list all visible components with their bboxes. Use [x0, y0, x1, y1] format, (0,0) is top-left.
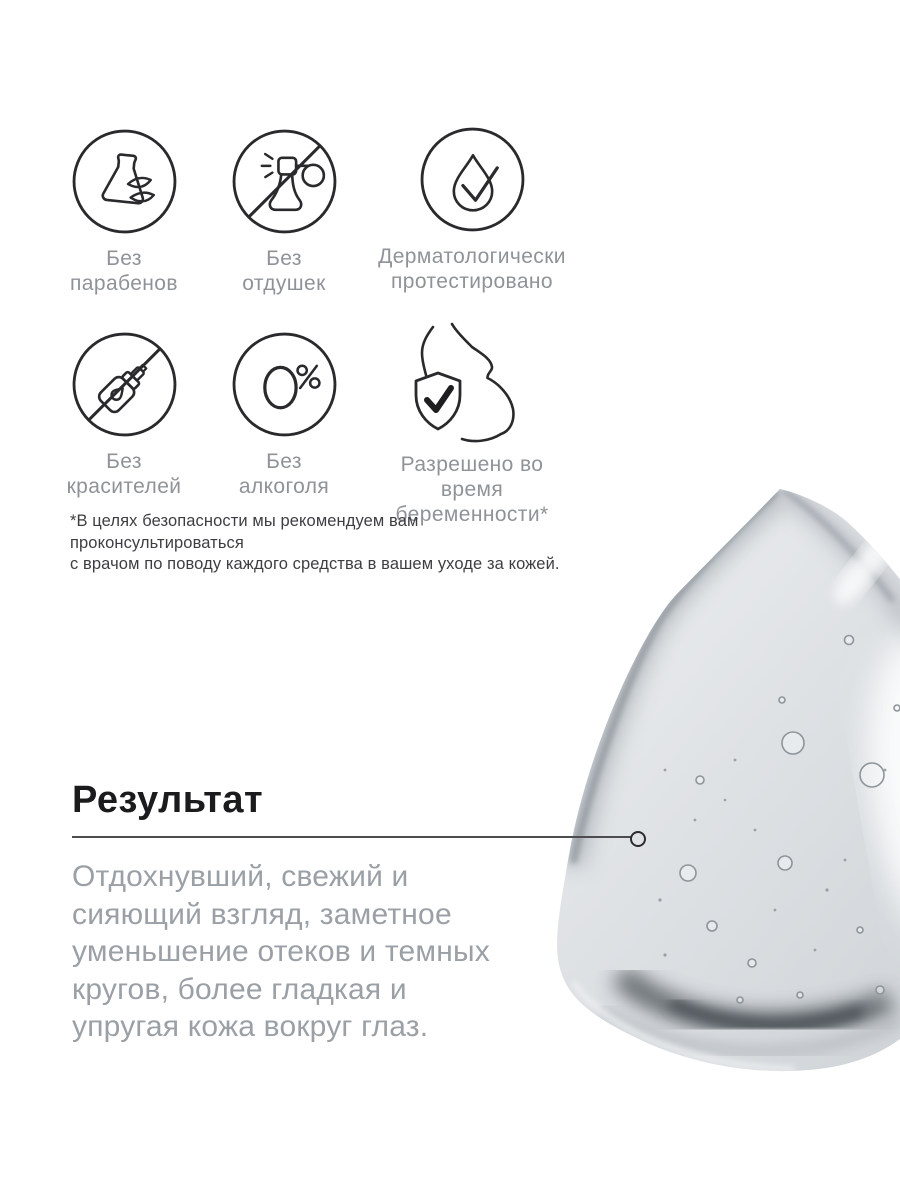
result-line: упругая кожа вокруг глаз.: [72, 1010, 429, 1043]
safety-footnote: [70, 511, 590, 576]
badge-label: Дерматологически протестировано: [378, 245, 566, 293]
badge-label: Без парабенов: [70, 247, 178, 295]
footnote-line-2: с врачом по поводу каждого средства в вашем уходе за кожей.: [70, 555, 560, 573]
pregnancy-safe-icon: [402, 322, 542, 449]
flask-leaf-icon: [71, 128, 178, 235]
result-heading: Результат: [72, 779, 264, 821]
gel-drop-image: [545, 470, 900, 1110]
pointer-dot: [630, 831, 646, 847]
badge-pregnancy-safe: [395, 322, 549, 527]
no-dye-icon: [71, 331, 178, 438]
badge-label: Разрешено во время беременности*: [395, 453, 549, 526]
badge-no-parabens: [44, 128, 204, 296]
badge-no-dyes: [44, 331, 204, 499]
result-line: уменьшение отеков и темных: [72, 935, 490, 968]
result-description: [72, 858, 512, 1046]
result-line: сияющий взгляд, заметное: [72, 897, 452, 931]
footnote-line-1: *В целях безопасности мы рекомендуем вам проконсультироваться: [70, 512, 419, 552]
result-line: Отдохнувший, свежий и: [72, 860, 409, 893]
result-line: кругов, более гладкая и: [72, 972, 407, 1006]
pointer-line: [72, 836, 631, 838]
gel-drop-svg: [545, 470, 900, 1110]
badge-label: Без красителей: [66, 450, 182, 498]
drop-check-icon: [419, 126, 526, 233]
badge-label: Без алкоголя: [238, 450, 330, 498]
badge-label: Без отдушек: [242, 247, 326, 295]
zero-percent-icon: [231, 331, 338, 438]
badge-dermatologically-tested: [364, 126, 580, 294]
badge-no-alcohol: [204, 331, 364, 499]
badge-no-fragrance: [204, 128, 364, 296]
no-fragrance-icon: [231, 128, 338, 235]
